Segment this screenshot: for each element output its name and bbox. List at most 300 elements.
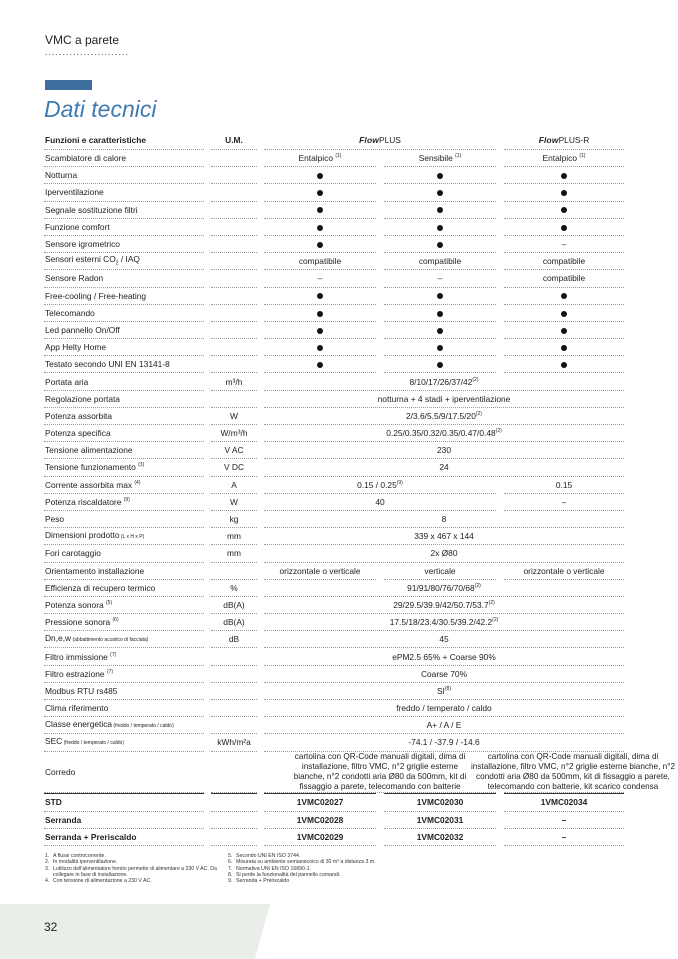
feature-dot-icon: [561, 362, 567, 368]
feature-dot-icon: [561, 207, 567, 213]
value-cell: [264, 288, 376, 305]
row-label: Serranda: [44, 812, 204, 829]
table-row: [44, 167, 624, 184]
cell-value: compatibile: [298, 256, 342, 267]
feature-dot-icon: [437, 173, 443, 179]
table-row: [44, 614, 624, 631]
unit-cell: [211, 356, 257, 373]
row-label: [44, 236, 204, 253]
cell-value: compatibile: [542, 256, 586, 267]
table-row: [44, 236, 624, 253]
cell-value: 8: [441, 514, 447, 525]
product-code: 1VMC02034: [504, 793, 624, 811]
unit-cell: [211, 288, 257, 305]
value-cell: [264, 270, 376, 287]
footnote-ref: (5): [106, 600, 113, 607]
feature-dot-icon: [437, 362, 443, 368]
table-row: [44, 219, 624, 236]
unit-cell: [211, 563, 257, 580]
corredo-text: cartolina con QR-Code manuali digitali, dima di installazione, filtro VMC, n°2 griglie esterne bianche, n°2 condotti aria Ø80 da 500mm, kit di fissaggio a parete, telecomando con batterie: [293, 751, 467, 792]
table-row: [44, 425, 624, 442]
footnote-ref: (7): [110, 651, 117, 658]
cell-value: orizzontale o verticale: [279, 565, 361, 576]
cell-value: 0.15: [555, 479, 573, 490]
table-row: [44, 184, 624, 201]
unit-cell: [211, 270, 257, 287]
header-flowplus-r: FlowPLUS-R: [504, 131, 624, 150]
value-cell-span: [264, 408, 624, 425]
row-label: [44, 288, 204, 305]
row-label: [44, 356, 204, 373]
unit-cell: [211, 184, 257, 201]
table-row: [44, 356, 624, 373]
label-tail: / IAQ: [118, 253, 140, 264]
header-um: U.M.: [211, 131, 257, 150]
row-label-text: Tensione funzionamento: [45, 462, 136, 473]
value-cell-span: [264, 700, 624, 717]
unit-cell: [211, 150, 257, 167]
feature-dot-icon: [561, 225, 567, 231]
value-cell: [504, 270, 624, 287]
footnote: [45, 878, 220, 884]
cell-value: 91/91/80/76/70/68: [407, 582, 475, 593]
cell-value: 29/29.5/39.9/42/50.7/53.7: [393, 599, 489, 610]
row-label: Serranda + Preriscaldo: [44, 829, 204, 846]
value-cell: [384, 288, 496, 305]
row-label: [44, 305, 204, 322]
accent-bar: [45, 80, 92, 90]
table-row: [44, 408, 624, 425]
table-header-row: [44, 131, 624, 150]
row-label-text: Segnale sostituzione filtri: [45, 204, 138, 215]
table-row: [44, 202, 624, 219]
product-code: 1VMC02029: [264, 829, 376, 846]
footnote-ref: (2): [488, 600, 495, 607]
row-label: [44, 494, 204, 511]
header-flowplus: FlowPLUS: [264, 131, 496, 150]
value-cell: [504, 253, 624, 270]
row-label: [44, 442, 204, 459]
table-row: [44, 373, 624, 390]
footnote-number: 4.: [45, 878, 50, 885]
unit-cell: mm: [211, 545, 257, 562]
row-label: Corredo: [44, 752, 204, 794]
value-cell-pair: [264, 477, 496, 494]
feature-dot-icon: [561, 311, 567, 317]
table-row: [44, 597, 624, 614]
value-cell: [504, 339, 624, 356]
value-cell-span: [264, 511, 624, 528]
row-label-text: Peso: [45, 514, 65, 525]
cell-value: 339 x 467 x 144: [414, 531, 474, 542]
cell-value: –: [317, 273, 323, 284]
cell-value: notturna + 4 stadi + iperventilazione: [377, 393, 511, 404]
row-label-text: Regolazione portata: [45, 393, 120, 404]
footnote-text: Normativa UNI EN ISO 16890-1.: [236, 865, 311, 872]
cell-value: orizzontale o verticale: [523, 565, 605, 576]
table-row: [44, 700, 624, 717]
section-title: VMC a parete: [45, 33, 120, 47]
value-cell: [504, 219, 624, 236]
row-label-text: SEC: [45, 736, 63, 747]
value-cell: [504, 202, 624, 219]
unit-cell: [211, 236, 257, 253]
cell-value: –: [437, 273, 443, 284]
row-label-text: Tensione alimentazione: [45, 445, 133, 456]
code-row: [44, 793, 624, 811]
row-label-text: Sensore igrometrico: [45, 239, 120, 250]
page-number: 32: [44, 920, 58, 934]
footnote-number: 9.: [228, 878, 233, 885]
table-row: [44, 717, 624, 734]
footnote-text: Misurata su ambiente semianecoico di 30 m³ a distanza 3 m.: [236, 859, 376, 866]
value-cell: [264, 356, 376, 373]
value-cell: [384, 219, 496, 236]
unit-cell: [211, 219, 257, 236]
cell-value: Coarse 70%: [420, 668, 468, 679]
value-cell-span: [264, 425, 624, 442]
value-cell-span: [264, 545, 624, 562]
feature-dot-icon: [317, 225, 323, 231]
row-label-text: Funzione comfort: [45, 221, 110, 232]
row-label: [44, 339, 204, 356]
footnote-ref: (2): [495, 428, 502, 435]
value-cell-span: [264, 666, 624, 683]
feature-dot-icon: [561, 293, 567, 299]
cell-value: ePM2.5 65% + Coarse 90%: [392, 651, 496, 662]
feature-dot-icon: [317, 242, 323, 248]
row-label-text: Free-cooling / Free-heating: [45, 290, 147, 301]
feature-dot-icon: [317, 328, 323, 334]
corredo-text: cartolina con QR-Code manuali digitali, dima di installazione, filtro VMC, n°2 griglie esterne bianche, n°2 condotti aria Ø80 da 500mm, kit di fissaggio a parete, telecomando con batterie, kit scarico condensa: [470, 751, 676, 792]
value-cell: [384, 305, 496, 322]
value-cell-span: [264, 597, 624, 614]
value-cell: [384, 236, 496, 253]
unit-cell: A: [211, 477, 257, 494]
value-cell: [384, 150, 496, 167]
unit-cell: [211, 648, 257, 665]
unit-cell: [211, 305, 257, 322]
footnote-text: Secondo UNI EN ISO 3744.: [236, 853, 301, 859]
footnote-ref: (4): [134, 479, 141, 486]
value-cell-span: [264, 373, 624, 390]
footnote-ref: (1): [579, 153, 586, 160]
cell-value: 0.15 / 0.25: [357, 479, 397, 490]
row-label-text: Potenza specifica: [45, 428, 111, 439]
footnote-number: 3.: [45, 865, 50, 872]
unit-cell: m³/h: [211, 373, 257, 390]
row-label: [44, 683, 204, 700]
footnote-ref: (8): [444, 686, 452, 693]
unit-cell: kWh/m²a: [211, 734, 257, 751]
feature-dot-icon: [317, 173, 323, 179]
feature-dot-icon: [437, 311, 443, 317]
product-code: 1VMC02030: [384, 793, 496, 811]
unit-cell: W: [211, 494, 257, 511]
value-cell: [264, 236, 376, 253]
footnote-ref: (1): [335, 153, 342, 160]
table-row: [44, 545, 624, 562]
unit-cell: [211, 717, 257, 734]
value-cell: [264, 322, 376, 339]
footnote-text: In modalità iperventilazione.: [53, 859, 118, 866]
row-label-text: Filtro estrazione: [45, 668, 105, 679]
row-label: [44, 717, 204, 734]
footnote-text: Lutilizzo dell'alimentatore fornito permette di alimentare a 230 V AC. Da collegare in fase di installazione.: [53, 865, 217, 878]
feature-dot-icon: [561, 345, 567, 351]
unit-cell: V DC: [211, 459, 257, 476]
section-dots: ........................: [45, 47, 130, 57]
row-label-text: Iperventilazione: [45, 187, 104, 198]
row-label-text: Portata aria: [45, 376, 89, 387]
row-label-text: Testato secondo UNI EN 13141-8: [45, 359, 170, 370]
table-row: [44, 666, 624, 683]
cell-value: 24: [439, 462, 449, 473]
table-row: [44, 683, 624, 700]
footnotes-left: [45, 853, 220, 884]
feature-dot-icon: [317, 190, 323, 196]
row-label-text: Classe energetica: [45, 719, 113, 730]
cell-value: SI: [436, 685, 445, 696]
unit-cell: [211, 666, 257, 683]
product-code: 1VMC02028: [264, 812, 376, 829]
unit-cell: [211, 391, 257, 408]
value-cell: [384, 270, 496, 287]
row-label: [44, 150, 204, 167]
value-cell: [264, 150, 376, 167]
value-cell: [264, 167, 376, 184]
feature-dot-icon: [437, 207, 443, 213]
table-row: [44, 563, 624, 580]
feature-dot-icon: [437, 190, 443, 196]
feature-dot-icon: [437, 345, 443, 351]
unit-cell: W/m³/h: [211, 425, 257, 442]
footnote-ref: (9): [396, 479, 403, 486]
value-cell-span: [264, 459, 624, 476]
row-label-text: Telecomando: [45, 307, 95, 318]
value-cell: [384, 184, 496, 201]
unit-cell: [211, 700, 257, 717]
cell-value: 45: [439, 634, 449, 645]
header-features: Funzioni e caratteristiche: [44, 131, 204, 150]
footnotes-right: [228, 853, 408, 884]
corredo-last: [470, 751, 676, 794]
footnote-number: 6.: [228, 859, 233, 866]
unit-cell: kg: [211, 511, 257, 528]
row-label-text: Scambiatore di calore: [45, 153, 126, 164]
table-row: [44, 528, 624, 545]
product-code: –: [504, 812, 624, 829]
code-row: [44, 812, 624, 829]
value-cell-span: [264, 528, 624, 545]
row-label: [44, 528, 204, 545]
table-row: [44, 477, 624, 494]
unit-cell: [211, 793, 257, 811]
row-label: [44, 511, 204, 528]
table-row: [44, 648, 624, 665]
value-cell-span: [264, 580, 624, 597]
value-cell: [264, 305, 376, 322]
value-cell-span: [264, 734, 624, 751]
page-title: Dati tecnici: [44, 96, 157, 122]
row-label: [44, 631, 204, 648]
unit-cell: mm: [211, 528, 257, 545]
cell-value: freddo / temperato / caldo: [396, 703, 492, 714]
value-cell: [504, 494, 624, 511]
row-label: [44, 184, 204, 201]
row-label: [44, 597, 204, 614]
cell-value: Entalpico: [298, 153, 333, 164]
unit-cell: [211, 812, 257, 829]
cell-value: 230: [437, 445, 451, 456]
feature-dot-icon: [317, 293, 323, 299]
feature-dot-icon: [561, 190, 567, 196]
row-label-text: Clima riferimento: [45, 703, 109, 714]
table-row: [44, 631, 624, 648]
cell-value: Sensibile: [418, 153, 453, 164]
footnote-ref: (2): [472, 376, 479, 383]
row-label-text: Efficienza di recupero termico: [45, 582, 156, 593]
unit-cell: [211, 322, 257, 339]
unit-cell: W: [211, 408, 257, 425]
value-cell: [264, 339, 376, 356]
row-label-text: Corrente assorbita max: [45, 479, 133, 490]
table-row: [44, 442, 624, 459]
footnote: [45, 866, 220, 879]
footnote-ref: (2): [492, 617, 499, 624]
cell-value: 40: [375, 496, 385, 507]
row-label: [44, 614, 204, 631]
feature-dot-icon: [317, 362, 323, 368]
unit-cell: dB: [211, 631, 257, 648]
value-cell: [504, 288, 624, 305]
cell-value: compatibile: [418, 256, 462, 267]
value-cell: [264, 202, 376, 219]
row-label: [44, 477, 204, 494]
row-label: [44, 391, 204, 408]
unit-cell: [211, 253, 257, 270]
row-label: STD: [44, 793, 204, 811]
cell-value: –: [561, 239, 567, 250]
unit-cell: V AC: [211, 442, 257, 459]
footnote-number: 2.: [45, 859, 50, 866]
row-label-text: Filtro immissione: [45, 651, 108, 662]
footnote-text: Si perde la funzionalità del pannello comandi.: [236, 871, 341, 878]
feature-dot-icon: [437, 293, 443, 299]
cell-value: Entalpico: [542, 153, 577, 164]
product-code: 1VMC02027: [264, 793, 376, 811]
value-cell-span: [264, 442, 624, 459]
label-qualifier: (freddo / temperato / caldo): [62, 740, 124, 747]
table-row: [44, 150, 624, 167]
table-row: [44, 288, 624, 305]
unit-cell: [211, 683, 257, 700]
value-cell: [264, 563, 376, 580]
footnote-number: 8.: [228, 871, 233, 878]
cell-value: 8/10/17/26/37/42: [409, 376, 473, 387]
row-label-text: Sensore Radon: [45, 273, 104, 284]
value-cell: [384, 356, 496, 373]
value-cell: [504, 322, 624, 339]
value-cell: [504, 150, 624, 167]
corner-decoration: [0, 904, 270, 959]
value-cell-span: [264, 717, 624, 734]
unit-cell: dB(A): [211, 614, 257, 631]
value-cell-span: [264, 614, 624, 631]
table-row: [44, 580, 624, 597]
row-label: [44, 563, 204, 580]
unit-cell: dB(A): [211, 597, 257, 614]
row-label: [44, 666, 204, 683]
footnote-ref: (2): [475, 411, 482, 418]
row-label: [44, 322, 204, 339]
row-label: [44, 202, 204, 219]
cell-value: compatibile: [542, 273, 586, 284]
table-row: [44, 734, 624, 751]
row-label: [44, 459, 204, 476]
row-label: [44, 545, 204, 562]
spec-table: [44, 131, 676, 846]
unit-cell: [211, 752, 257, 794]
footnote-ref: (1): [455, 153, 462, 160]
label-subscript: 2: [115, 260, 119, 267]
table-row: [44, 391, 624, 408]
cell-value: verticale: [424, 565, 456, 576]
value-cell: [264, 219, 376, 236]
label-qualifier: (abbattimento acustico di facciata): [71, 637, 149, 644]
value-cell: [384, 167, 496, 184]
footnote-ref: (6): [112, 617, 119, 624]
value-cell: [384, 202, 496, 219]
table-row: [44, 253, 624, 270]
label-qualifier: (L x H x P): [119, 534, 145, 541]
table-row: [44, 339, 624, 356]
footnote-text: Serranda + Preriscaldo: [236, 878, 290, 885]
value-cell: [504, 184, 624, 201]
table-row: [44, 459, 624, 476]
value-cell: [504, 477, 624, 494]
row-label-text: Notturna: [45, 170, 78, 181]
feature-dot-icon: [561, 328, 567, 334]
flow-logo: Flow: [538, 135, 559, 145]
feature-dot-icon: [561, 173, 567, 179]
footnote-ref: (3): [138, 462, 145, 469]
row-label-text: Potenza riscaldatore: [45, 496, 122, 507]
footnote-ref: (9): [123, 497, 130, 504]
value-cell-span: [264, 648, 624, 665]
value-cell: [384, 253, 496, 270]
row-label-text: Modbus RTU rs485: [45, 685, 118, 696]
row-label: [44, 167, 204, 184]
feature-dot-icon: [437, 328, 443, 334]
row-label-text: Led pannello On/Off: [45, 324, 120, 335]
cell-value: 17.5/18/23.4/30.5/39.2/42.2: [389, 617, 493, 628]
row-label: [44, 219, 204, 236]
footnote-text: Con tensione di alimentazione a 230 V AC.: [53, 878, 152, 885]
code-row: [44, 829, 624, 846]
unit-cell: [211, 202, 257, 219]
row-label-text: Pressione sonora: [45, 617, 111, 628]
value-cell: [264, 184, 376, 201]
flow-logo: Flow: [359, 135, 379, 145]
row-label-text: Dimensioni prodotto: [45, 530, 120, 541]
row-label: [44, 425, 204, 442]
feature-dot-icon: [317, 207, 323, 213]
row-label: [44, 270, 204, 287]
cell-value: –: [561, 496, 567, 507]
value-cell-span: [264, 391, 624, 408]
unit-cell: [211, 339, 257, 356]
